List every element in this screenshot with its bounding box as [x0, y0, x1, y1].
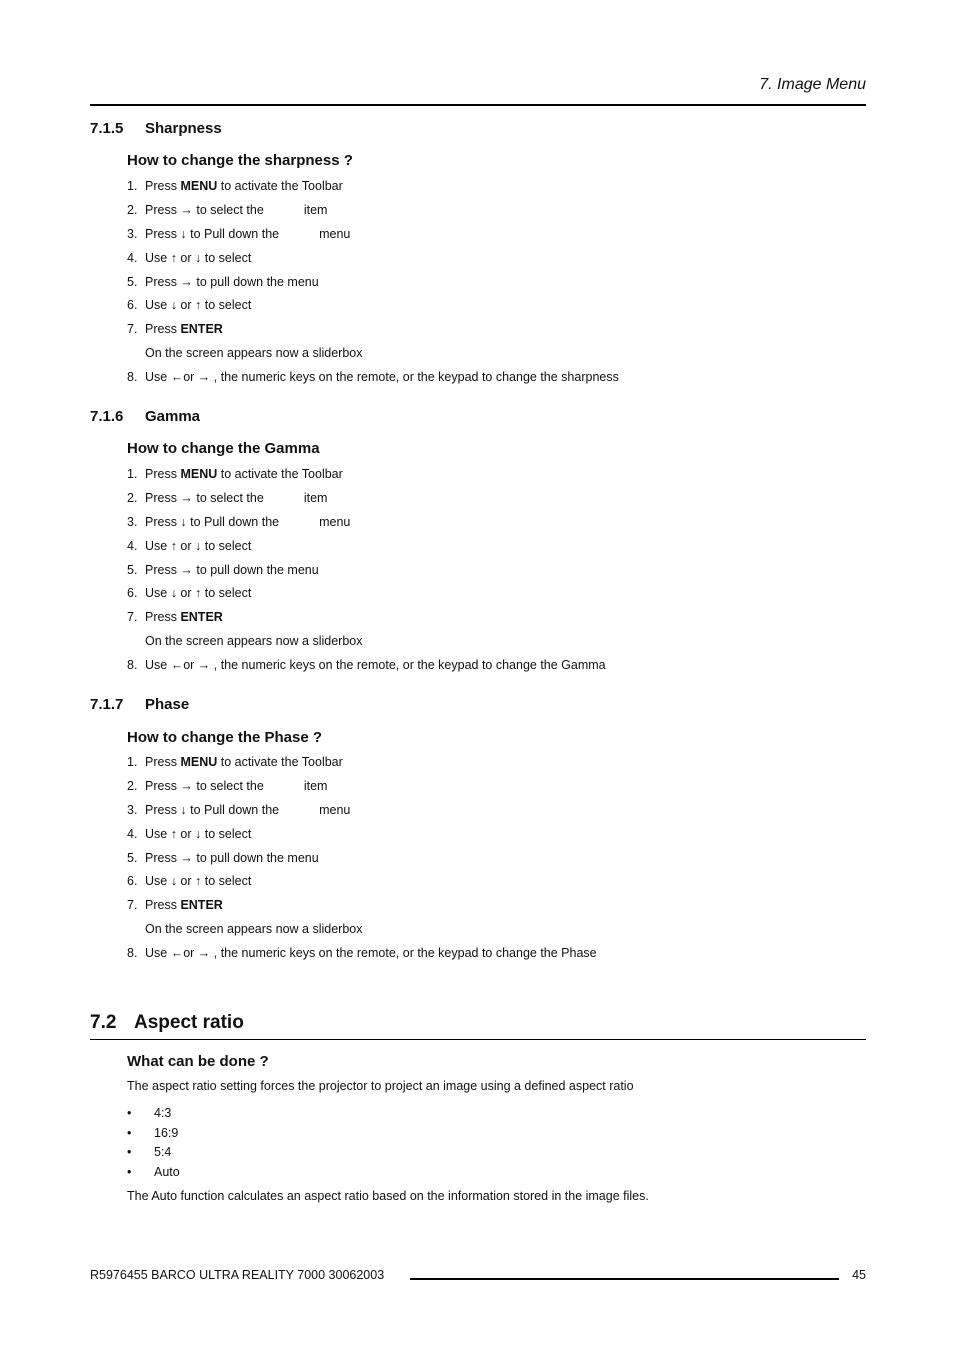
step-text-tail: to activate the Toolbar — [217, 179, 343, 193]
aspect-outro: The Auto function calculates an aspect ratio based on the information stored in the image files. — [127, 1189, 649, 1203]
step-item — [127, 199, 619, 223]
step-item — [127, 559, 606, 583]
step-number: 6. — [127, 874, 138, 889]
option-label: 5:4 — [154, 1145, 172, 1159]
step-number: 3. — [127, 802, 138, 817]
step-note: On the screen appears now a sliderbox — [145, 346, 363, 361]
step-text: Press → to pull down the menu — [145, 562, 319, 577]
step-item — [127, 318, 619, 342]
step-item — [127, 463, 606, 487]
aspect-options-list — [127, 1104, 180, 1182]
step-text: Use ↑ or ↓ to select — [145, 250, 252, 265]
header-rule — [90, 104, 866, 106]
step-number: 1. — [127, 755, 138, 769]
section-heading-sharpness — [90, 120, 222, 137]
step-item — [127, 223, 619, 247]
step-item — [127, 606, 606, 630]
step-item — [127, 366, 619, 390]
step-key: MENU — [180, 755, 218, 769]
section-heading-phase — [90, 696, 189, 713]
aspect-option — [127, 1104, 180, 1124]
step-text-tail: item — [303, 490, 328, 505]
step-number: 4. — [127, 538, 138, 553]
step-item — [127, 942, 597, 966]
step-text-tail: menu — [319, 514, 351, 529]
section-heading-gamma — [90, 408, 200, 425]
step-text: Press → to pull down the menu — [145, 274, 319, 289]
subheading-gamma: How to change the Gamma — [127, 440, 320, 457]
step-text: Press ↓ to Pull down the — [145, 802, 280, 817]
step-number: 7. — [127, 610, 138, 625]
step-item — [127, 487, 606, 511]
step-key: ENTER — [180, 322, 223, 337]
steps-list-sharpness — [127, 175, 619, 390]
steps-list-gamma — [127, 463, 606, 678]
bullet-icon: • — [127, 1125, 132, 1140]
footer-rule — [410, 1278, 839, 1280]
step-text: Press — [145, 898, 181, 913]
step-number: 1. — [127, 467, 138, 481]
step-number: 2. — [127, 490, 138, 505]
aspect-intro: The aspect ratio setting forces the projector to project an image using a defined aspect ratio — [127, 1079, 634, 1093]
step-text: Press → to select the — [145, 778, 264, 793]
step-number: 7. — [127, 322, 138, 337]
step-key: MENU — [180, 467, 218, 481]
step-text: Use ↓ or ↑ to select — [145, 874, 252, 889]
step-number: 7. — [127, 898, 138, 913]
bullet-icon: • — [127, 1145, 132, 1159]
step-note: On the screen appears now a sliderbox — [145, 922, 363, 937]
step-text: Use ←or → , the numeric keys on the remote, or the keypad to change the Phase — [145, 946, 597, 961]
step-number: 1. — [127, 179, 138, 193]
step-item — [127, 654, 606, 678]
step-text: Use ↑ or ↓ to select — [145, 538, 252, 553]
section-number: 7.2 — [90, 1012, 117, 1033]
step-number: 8. — [127, 946, 138, 961]
aspect-option — [127, 1163, 180, 1183]
step-item — [127, 247, 619, 271]
step-item — [127, 271, 619, 295]
step-text: Press — [145, 755, 181, 769]
chapter-section-heading — [90, 1012, 244, 1034]
step-text: Press — [145, 179, 181, 193]
step-text-tail: to activate the Toolbar — [217, 467, 343, 481]
step-text-tail: menu — [319, 226, 351, 241]
step-number: 4. — [127, 826, 138, 841]
subheading-phase: How to change the Phase ? — [127, 729, 323, 746]
step-item — [127, 894, 597, 918]
option-label: 16:9 — [154, 1125, 179, 1140]
step-text: Use ↑ or ↓ to select — [145, 826, 252, 841]
section-number: 7.1.7 — [90, 696, 124, 713]
section-number: 7.1.6 — [90, 408, 124, 425]
step-number: 6. — [127, 298, 138, 313]
step-number: 2. — [127, 778, 138, 793]
step-number: 5. — [127, 850, 138, 865]
step-item — [127, 823, 597, 847]
step-text: Use ←or → , the numeric keys on the remote, or the keypad to change the sharpness — [145, 370, 619, 385]
subheading-aspect: What can be done ? — [127, 1053, 269, 1070]
step-number: 5. — [127, 274, 138, 289]
step-key: ENTER — [180, 898, 223, 913]
step-item — [127, 870, 597, 894]
step-text: Press → to select the — [145, 490, 264, 505]
aspect-option — [127, 1143, 180, 1163]
step-text: Press — [145, 467, 181, 481]
section-title: Sharpness — [145, 120, 222, 137]
step-text-tail: menu — [319, 802, 351, 817]
step-text: Press ↓ to Pull down the — [145, 226, 280, 241]
step-text-tail: item — [303, 778, 328, 793]
section-title: Gamma — [145, 408, 201, 425]
step-item — [127, 582, 606, 606]
section-title: Aspect ratio — [134, 1012, 244, 1033]
step-text: Press — [145, 610, 181, 625]
step-note: On the screen appears now a sliderbox — [145, 634, 363, 649]
step-number: 6. — [127, 586, 138, 601]
section-number: 7.1.5 — [90, 120, 124, 137]
aspect-option — [127, 1124, 180, 1144]
step-text: Press — [145, 322, 181, 337]
step-text: Press → to pull down the menu — [145, 850, 319, 865]
step-text: Press ↓ to Pull down the — [145, 514, 280, 529]
step-number: 8. — [127, 658, 138, 673]
step-number: 4. — [127, 250, 138, 265]
steps-list-phase — [127, 751, 597, 966]
section-title: Phase — [145, 696, 190, 713]
step-item — [127, 847, 597, 871]
step-number: 2. — [127, 202, 138, 217]
step-number: 3. — [127, 226, 138, 241]
bullet-icon: • — [127, 1106, 132, 1120]
step-text: Use ←or → , the numeric keys on the remote, or the keypad to change the Gamma — [145, 658, 606, 673]
step-text: Use ↓ or ↑ to select — [145, 586, 252, 601]
step-text-tail: item — [303, 202, 328, 217]
step-item — [127, 535, 606, 559]
bullet-icon: • — [127, 1164, 132, 1179]
step-number: 5. — [127, 562, 138, 577]
step-item — [127, 294, 619, 318]
step-text: Press → to select the — [145, 202, 264, 217]
step-number: 8. — [127, 370, 138, 385]
subheading-sharpness: How to change the sharpness ? — [127, 152, 353, 169]
chapter-header: 7. Image Menu — [759, 76, 866, 93]
option-label: 4:3 — [154, 1106, 172, 1120]
step-item — [127, 775, 597, 799]
step-text: Use ↓ or ↑ to select — [145, 298, 252, 313]
step-item — [127, 175, 619, 199]
section-rule — [90, 1039, 866, 1040]
page-number: 45 — [852, 1268, 866, 1282]
step-item — [127, 799, 597, 823]
step-key: MENU — [180, 179, 218, 193]
step-item — [127, 751, 597, 775]
option-label: Auto — [154, 1164, 180, 1179]
step-item — [127, 511, 606, 535]
step-text-tail: to activate the Toolbar — [217, 755, 343, 769]
step-number: 3. — [127, 514, 138, 529]
footer-doc-id: R5976455 BARCO ULTRA REALITY 7000 30062003 — [90, 1268, 385, 1282]
step-key: ENTER — [180, 610, 223, 625]
